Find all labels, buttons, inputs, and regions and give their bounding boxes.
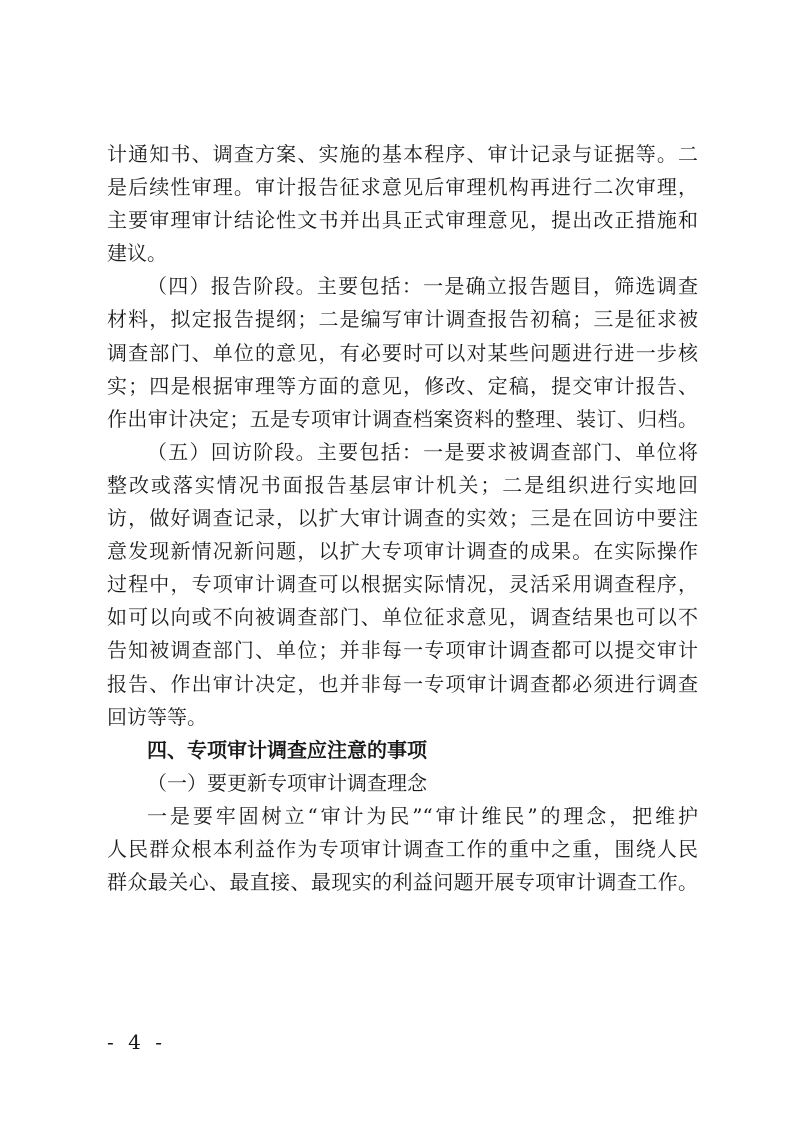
text-line: 是后续性审理。审计报告征求意见后审理机构再进行二次审理， [107,175,698,200]
text-line: 实；四是根据审理等方面的意见，修改、定稿，提交审计报告、 [107,373,698,398]
text-line: 告知被调查部门、单位；并非每一专项审计调查都可以提交审计 [107,638,698,663]
text-line: 报告、作出审计决定，也并非每一专项审计调查都必须进行调查 [107,671,698,696]
text-line: 人民群众根本利益作为专项审计调查工作的重中之重，围绕人民 [107,836,698,861]
text-line: 材料，拟定报告提纲；二是编写审计调查报告初稿；三是征求被 [107,307,698,332]
text-line: 访，做好调查记录，以扩大审计调查的实效；三是在回访中要注 [107,506,698,531]
text-line: 调查部门、单位的意见，有必要时可以对某些问题进行进一步核 [107,340,698,365]
text-line: 过程中，专项审计调查可以根据实际情况，灵活采用调查程序， [107,572,698,597]
text-line: 作出审计决定；五是专项审计调查档案资料的整理、装订、归档。 [107,406,698,431]
text-line: 计通知书、调查方案、实施的基本程序、审计记录与证据等。二 [107,142,698,166]
subsection-heading: （一）要更新专项审计调查理念 [147,770,427,795]
text-line: 整改或落实情况书面报告基层审计机关；二是组织进行实地回 [107,472,698,497]
paragraph-report-stage [107,270,698,435]
text-line: 主要审理审计结论性文书并出具正式审理意见，提出改正措施和 [107,208,698,233]
text-line: 意发现新情况新问题，以扩大专项审计调查的成果。在实际操作 [107,539,698,564]
paragraph-concept [107,800,698,899]
page-number: - 4 - [107,1030,166,1054]
text-line: 建议。 [107,241,167,266]
paragraph-revisit-stage [107,436,698,734]
text-line: 群众最关心、最直接、最现实的利益问题开展专项审计调查工作。 [107,870,698,895]
section-heading: 四、专项审计调查应注意的事项 [147,737,427,762]
text-line: （五）回访阶段。主要包括：一是要求被调查部门、单位将 [147,439,698,464]
text-line: 一是要牢固树立“审计为民”“审计维民”的理念，把维护 [147,803,698,828]
paragraph-continuation [107,138,698,270]
text-line: 如可以向或不向被调查部门、单位征求意见，调查结果也可以不 [107,605,698,630]
text-line: （四）报告阶段。主要包括：一是确立报告题目，筛选调查 [147,274,698,299]
text-line: 回访等等。 [107,704,207,729]
document-body [107,138,698,899]
